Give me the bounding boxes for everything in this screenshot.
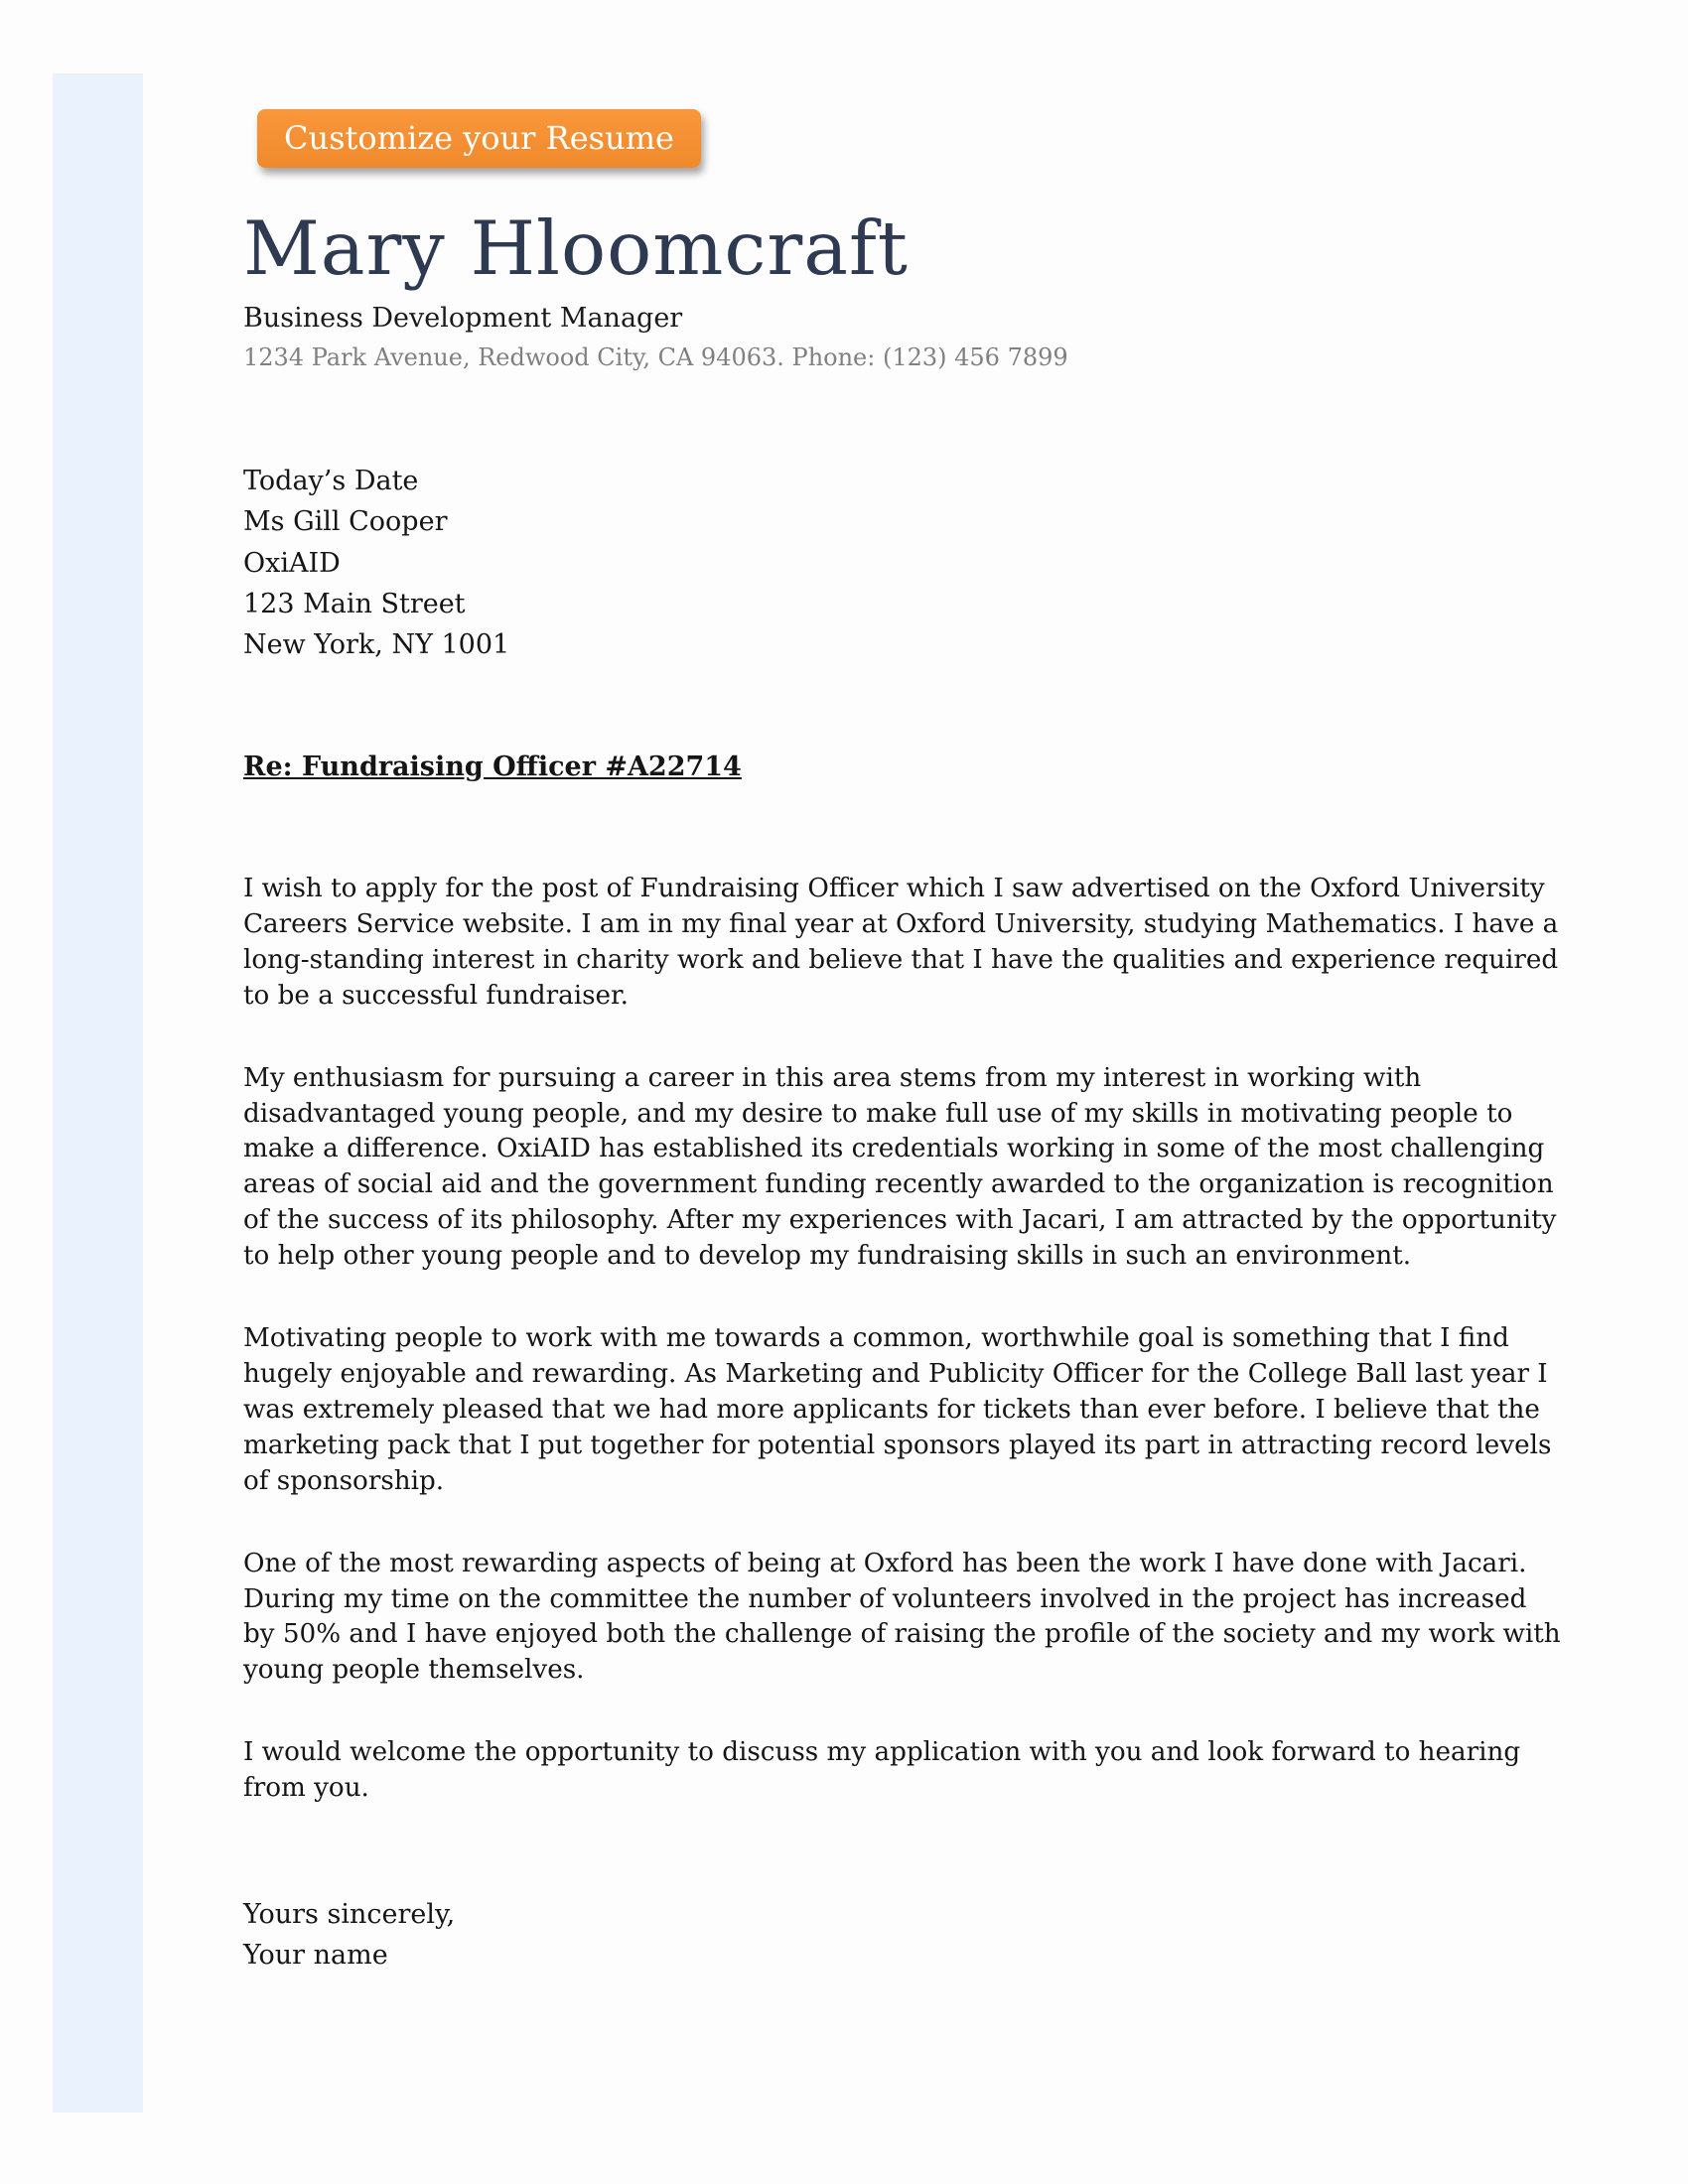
body-paragraph: My enthusiasm for pursuing a career in this area stems from my interest in working with disadvantaged young people, and my desire to make full use of my skills in motivating people to make a difference. OxiAID has established its credentials working in some of the most challenging areas of social aid and the government funding recently awarded to the organization is recognition of the success of its philosophy. After my experiences with Jacari, I am attracted by the opportunity to help other young people and to develop my fundraising skills in such an environment.	[243, 1062, 1557, 1272]
recipient-company: OxiAID	[243, 547, 341, 579]
recipient-street: 123 Main Street	[243, 588, 466, 619]
letter-body	[243, 872, 1564, 1853]
contact-line: 1234 Park Avenue, Redwood City, CA 94063. Phone: (123) 456 7899	[243, 343, 1068, 371]
body-paragraph: One of the most rewarding aspects of being at Oxford has been the work I have done with Jacari. During my time on the committee the number of volunteers involved in the project has increased by 50% and I have enjoyed both the challenge of raising the profile of the society and my work with young people themselves.	[243, 1548, 1561, 1686]
customize-resume-button[interactable]: Customize your Resume	[257, 109, 701, 168]
letter-date: Today’s Date	[243, 466, 419, 496]
applicant-name: Mary Hloomcraft	[243, 205, 909, 292]
job-title: Business Development Manager	[243, 303, 683, 334]
recipient-block	[243, 461, 509, 665]
subject-line: Re: Fundraising Officer #A22714	[243, 751, 742, 782]
signature: Your name	[243, 1940, 388, 1972]
recipient-city: New York, NY 1001	[243, 629, 510, 661]
closing-block	[243, 1894, 455, 1977]
body-paragraph: I would welcome the opportunity to discuss my application with you and look forward to hearing from you.	[243, 1737, 1521, 1804]
recipient-name: Ms Gill Cooper	[243, 506, 448, 538]
body-paragraph: Motivating people to work with me towards a common, worthwhile goal is something that I find hugely enjoyable and rewarding. As Marketing and Publicity Officer for the College Ball last year I was extremely pleased that we had more applicants for tickets than ever before. I believe that the marketing pack that I put together for potential sponsors played its part in attracting record levels of sponsorship.	[243, 1323, 1552, 1496]
side-band	[53, 73, 143, 2113]
closing-salutation: Yours sincerely,	[243, 1899, 456, 1930]
body-paragraph: I wish to apply for the post of Fundraising Officer which I saw advertised on the Oxford University Careers Service website. I am in my final year at Oxford University, studying Mathematics. I have a long-standing interest in charity work and believe that I have the qualities and experience required to be a successful fundraiser.	[243, 874, 1559, 1011]
